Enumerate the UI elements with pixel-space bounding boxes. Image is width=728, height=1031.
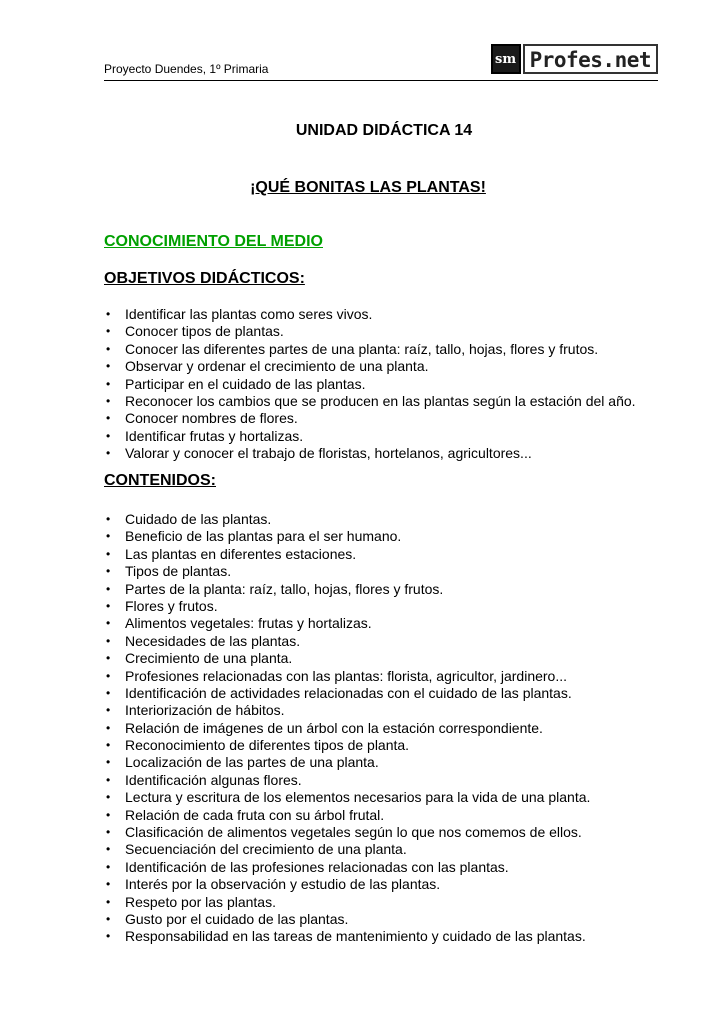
list-item-text: Identificar las plantas como seres vivos. bbox=[125, 306, 373, 322]
list-item-text: Conocer nombres de flores. bbox=[125, 410, 298, 427]
list-item bbox=[104, 633, 684, 650]
bullet-icon: • bbox=[106, 720, 111, 735]
list-item bbox=[104, 894, 684, 911]
list-item bbox=[104, 393, 684, 410]
list-item-text: Responsabilidad en las tareas de mantenimiento y cuidado de las plantas. bbox=[125, 928, 586, 945]
list-item-text: Reconocimiento de diferentes tipos de planta. bbox=[125, 737, 410, 754]
list-item-text: Partes de la planta: raíz, tallo, hojas, flores y frutos. bbox=[125, 580, 444, 597]
bullet-icon: • bbox=[106, 842, 111, 857]
list-item bbox=[104, 685, 684, 702]
bullet-icon: • bbox=[106, 633, 111, 648]
list-item bbox=[104, 358, 684, 375]
list-item-text: Interiorización de hábitos. bbox=[125, 702, 285, 719]
contenidos-heading: CONTENIDOS: bbox=[104, 472, 216, 489]
list-item bbox=[104, 511, 684, 528]
list-item bbox=[104, 581, 684, 598]
list-item bbox=[104, 789, 684, 806]
bullet-icon: • bbox=[106, 825, 111, 840]
list-item-text: Reconocer los cambios que se producen en las plantas según la estación del año. bbox=[125, 392, 636, 409]
bullet-icon: • bbox=[106, 359, 111, 374]
list-item bbox=[104, 445, 684, 462]
bullet-icon: • bbox=[106, 616, 111, 631]
list-item bbox=[104, 323, 684, 340]
list-item-text: Crecimiento de una planta. bbox=[125, 650, 293, 667]
list-item bbox=[104, 668, 684, 685]
logo-sm-mark: sm bbox=[491, 44, 521, 74]
list-item-text: Participar en el cuidado de las plantas. bbox=[125, 375, 366, 392]
objetivos-list bbox=[104, 306, 684, 463]
bullet-icon: • bbox=[106, 685, 111, 700]
list-item-text: Flores y frutos. bbox=[125, 597, 218, 614]
list-item-text: Tipos de plantas. bbox=[125, 563, 232, 580]
header-project-text: Proyecto Duendes, 1º Primaria bbox=[104, 62, 269, 76]
bullet-icon: • bbox=[106, 529, 111, 544]
list-item bbox=[104, 410, 684, 427]
bullet-icon: • bbox=[106, 894, 111, 909]
bullet-icon: • bbox=[106, 393, 111, 408]
list-item-text: Conocer las diferentes partes de una planta: raíz, tallo, hojas, flores y frutos. bbox=[125, 340, 599, 357]
list-item bbox=[104, 737, 684, 754]
unit-name: ¡QUÉ BONITAS LAS PLANTAS! bbox=[250, 179, 486, 196]
bullet-icon: • bbox=[106, 581, 111, 596]
list-item bbox=[104, 859, 684, 876]
list-item bbox=[104, 807, 684, 824]
list-item bbox=[104, 428, 684, 445]
list-item bbox=[104, 841, 684, 858]
list-item-text: Interés por la observación y estudio de las plantas. bbox=[125, 876, 441, 893]
list-item-text: Profesiones relacionadas con las plantas: florista, agricultor, jardinero... bbox=[125, 667, 568, 684]
bullet-icon: • bbox=[106, 755, 111, 770]
list-item bbox=[104, 720, 684, 737]
bullet-icon: • bbox=[106, 790, 111, 805]
list-item-text: Necesidades de las plantas. bbox=[125, 632, 301, 649]
bullet-icon: • bbox=[106, 512, 111, 526]
list-item bbox=[104, 598, 684, 615]
bullet-icon: • bbox=[106, 929, 111, 944]
list-item-text: Respeto por las plantas. bbox=[125, 893, 276, 910]
bullet-icon: • bbox=[106, 807, 111, 822]
list-item bbox=[104, 911, 684, 928]
list-item-text: Localización de las partes de una planta. bbox=[125, 754, 379, 771]
logo-wordmark: Profes.net bbox=[523, 44, 658, 74]
bullet-icon: • bbox=[106, 859, 111, 874]
page-header bbox=[104, 40, 658, 81]
list-item bbox=[104, 650, 684, 667]
list-item bbox=[104, 528, 684, 545]
list-item-text: Valorar y conocer el trabajo de floristas, hortelanos, agricultores... bbox=[125, 445, 532, 462]
profes-net-logo bbox=[491, 42, 658, 76]
list-item bbox=[104, 754, 684, 771]
list-item-text: Gusto por el cuidado de las plantas. bbox=[125, 910, 349, 927]
list-item-text: Las plantas en diferentes estaciones. bbox=[125, 545, 357, 562]
list-item-text: Clasificación de alimentos vegetales según lo que nos comemos de ellos. bbox=[125, 824, 582, 841]
bullet-icon: • bbox=[106, 598, 111, 613]
list-item bbox=[104, 546, 684, 563]
bullet-icon: • bbox=[106, 877, 111, 892]
bullet-icon: • bbox=[106, 911, 111, 926]
list-item-text: Conocer tipos de plantas. bbox=[125, 323, 284, 340]
list-item-text: Identificación de las profesiones relacionadas con las plantas. bbox=[125, 858, 509, 875]
list-item-text: Lectura y escritura de los elementos necesarios para la vida de una planta. bbox=[125, 789, 591, 806]
list-item-text: Relación de imágenes de un árbol con la estación correspondiente. bbox=[125, 719, 543, 736]
bullet-icon: • bbox=[106, 307, 111, 321]
list-item-text: Secuenciación del crecimiento de una planta. bbox=[125, 841, 407, 858]
bullet-icon: • bbox=[106, 651, 111, 666]
list-item-text: Identificación algunas flores. bbox=[125, 771, 302, 788]
bullet-icon: • bbox=[106, 738, 111, 753]
list-item bbox=[104, 702, 684, 719]
bullet-icon: • bbox=[106, 428, 111, 443]
list-item-text: Identificar frutas y hortalizas. bbox=[125, 427, 304, 444]
bullet-icon: • bbox=[106, 411, 111, 426]
list-item-text: Cuidado de las plantas. bbox=[125, 511, 272, 527]
objetivos-heading: OBJETIVOS DIDÁCTICOS: bbox=[104, 270, 305, 287]
list-item-text: Observar y ordenar el crecimiento de una planta. bbox=[125, 358, 429, 375]
bullet-icon: • bbox=[106, 341, 111, 356]
list-item bbox=[104, 376, 684, 393]
bullet-icon: • bbox=[106, 564, 111, 579]
bullet-icon: • bbox=[106, 446, 111, 461]
list-item-text: Identificación de actividades relacionadas con el cuidado de las plantas. bbox=[125, 684, 572, 701]
list-item bbox=[104, 928, 684, 945]
list-item bbox=[104, 341, 684, 358]
list-item-text: Beneficio de las plantas para el ser humano. bbox=[125, 528, 402, 545]
list-item bbox=[104, 563, 684, 580]
list-item bbox=[104, 876, 684, 893]
list-item-text: Alimentos vegetales: frutas y hortalizas. bbox=[125, 615, 372, 632]
contenidos-list bbox=[104, 511, 684, 946]
list-item bbox=[104, 615, 684, 632]
list-item-text: Relación de cada fruta con su árbol frutal. bbox=[125, 806, 385, 823]
list-item bbox=[104, 306, 684, 323]
list-item bbox=[104, 772, 684, 789]
bullet-icon: • bbox=[106, 703, 111, 718]
subject-area-heading: CONOCIMIENTO DEL MEDIO bbox=[104, 233, 323, 250]
bullet-icon: • bbox=[106, 772, 111, 787]
list-item bbox=[104, 824, 684, 841]
bullet-icon: • bbox=[106, 376, 111, 391]
bullet-icon: • bbox=[106, 546, 111, 561]
bullet-icon: • bbox=[106, 324, 111, 339]
bullet-icon: • bbox=[106, 668, 111, 683]
unit-title: UNIDAD DIDÁCTICA 14 bbox=[295, 122, 473, 139]
